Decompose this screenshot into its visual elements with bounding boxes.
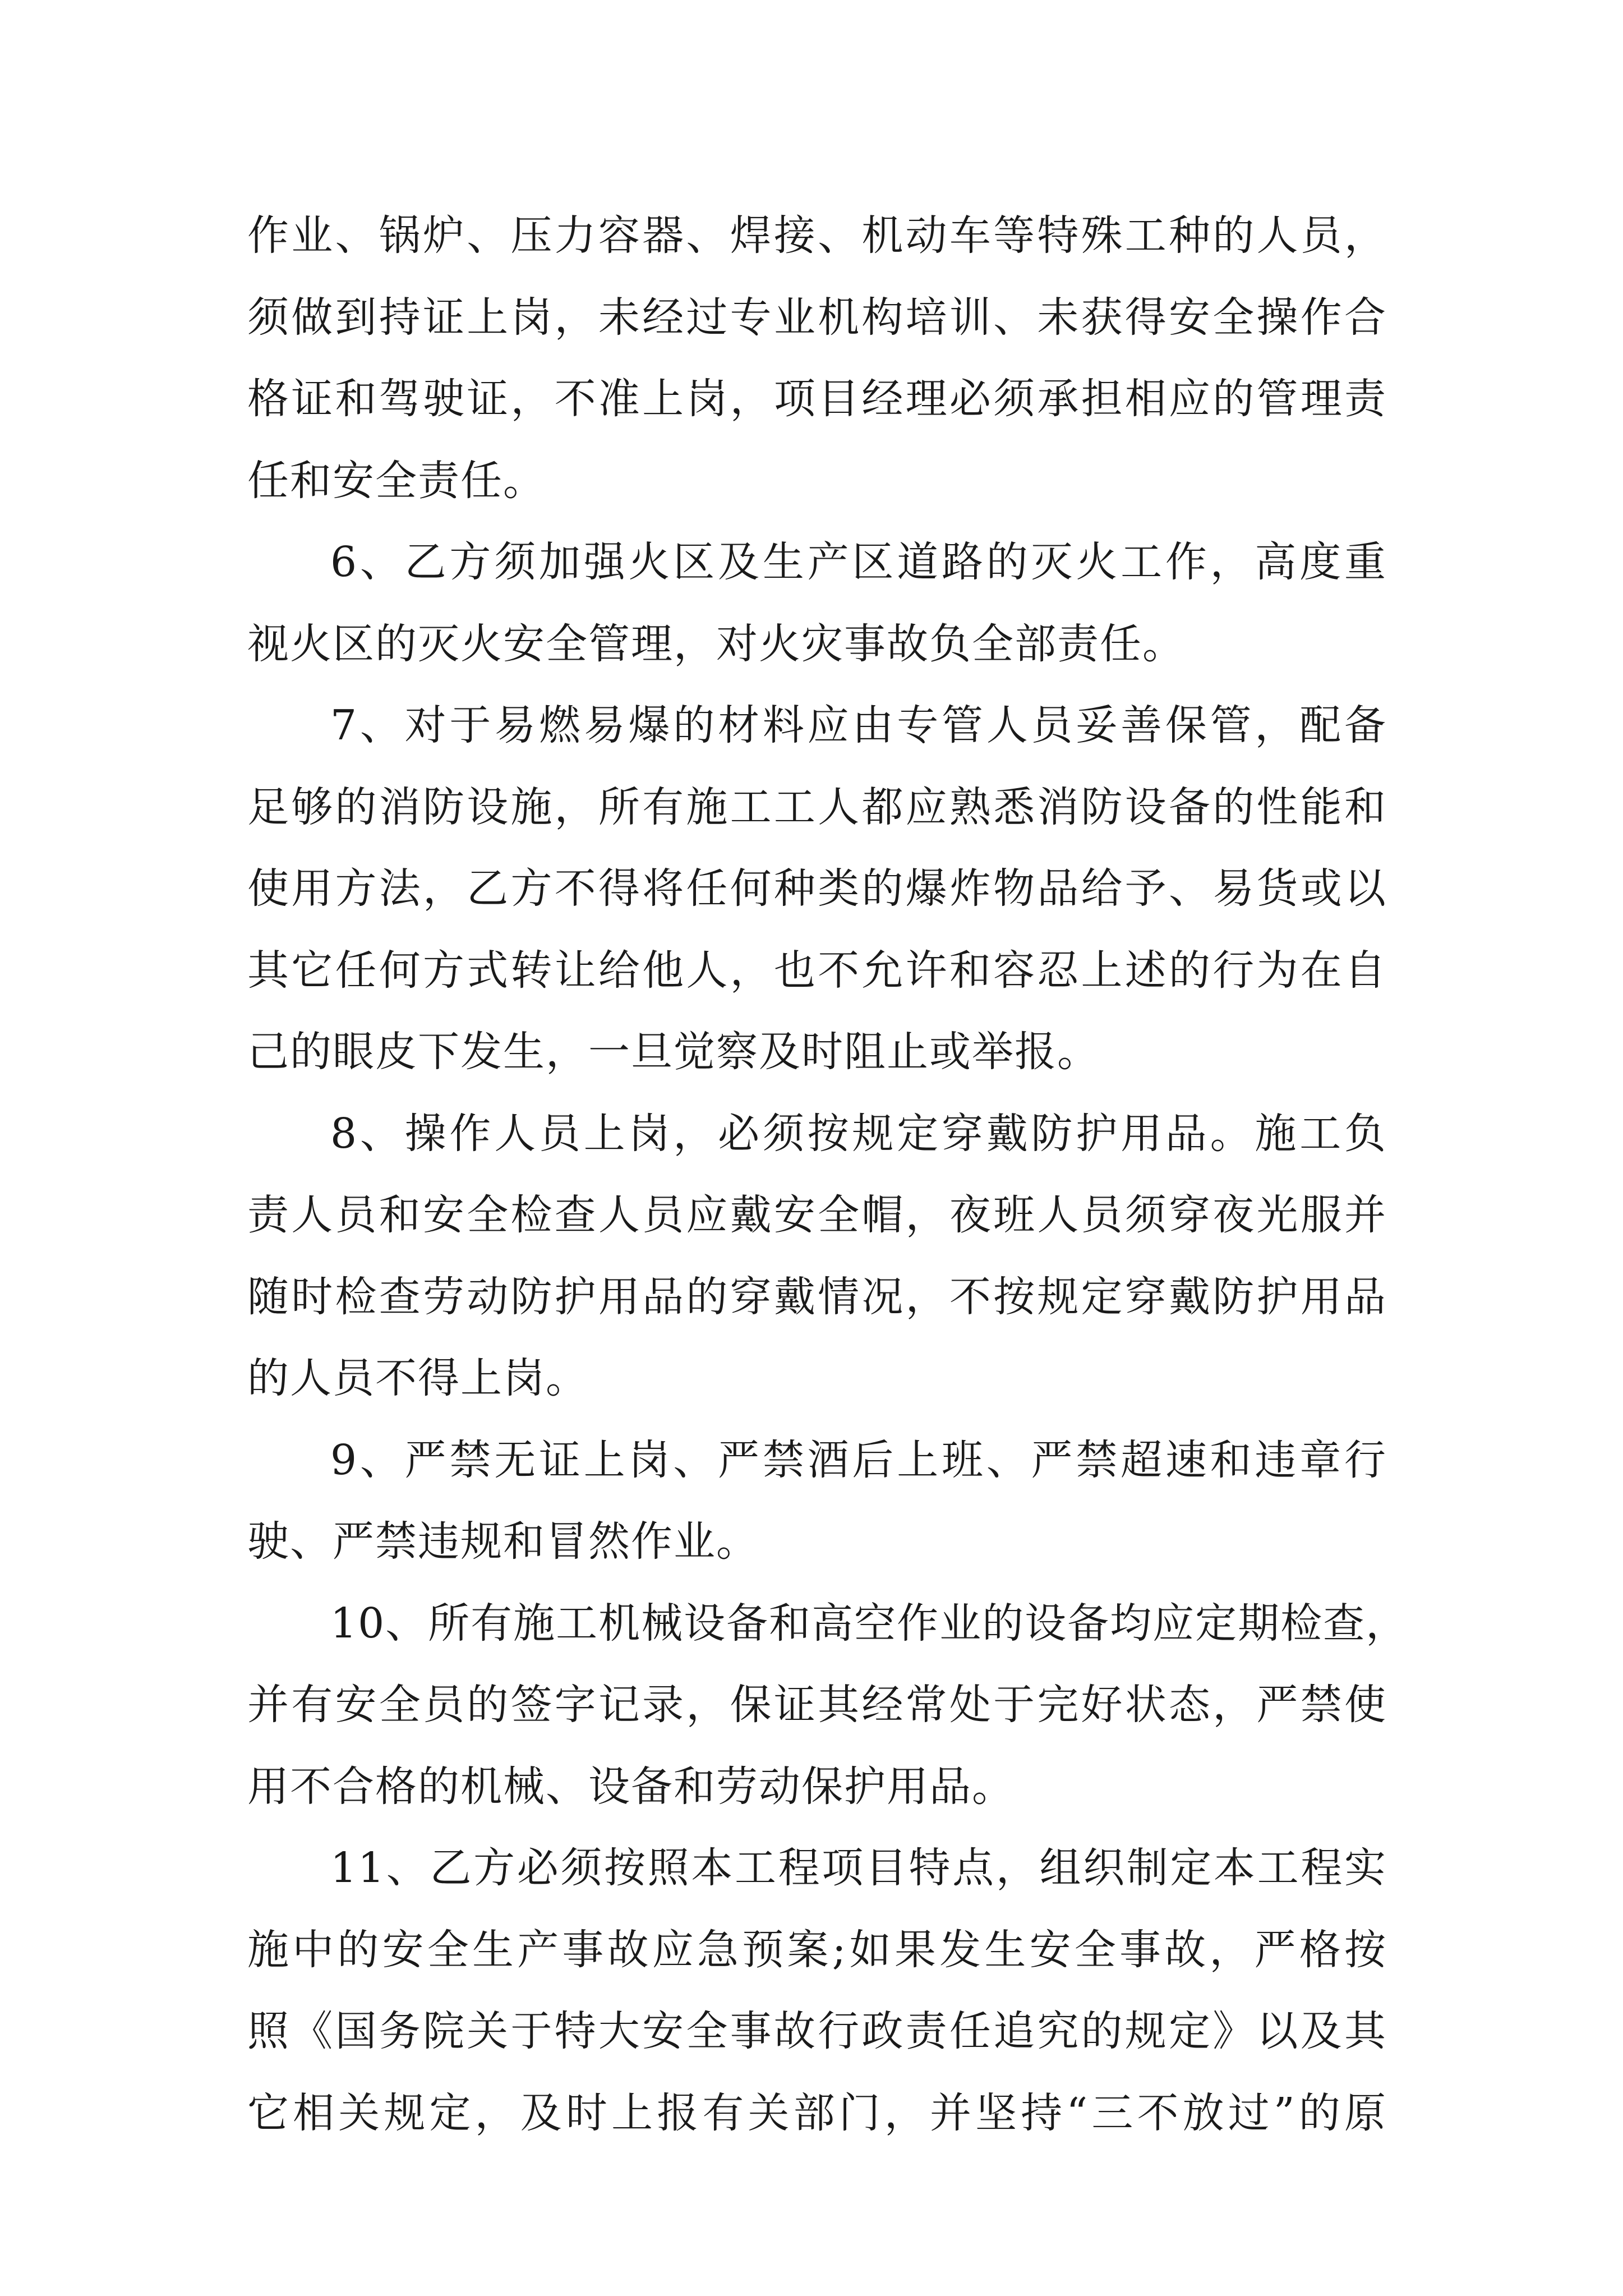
text-line: 作业、锅炉、压力容器、焊接、机动车等特殊工种的人员， (247, 211, 1387, 260)
body-text (247, 195, 1409, 2154)
text-line: 驶、严禁违规和冒然作业。 (247, 1517, 759, 1566)
text-line: 照《国务院关于特大安全事故行政责任追究的规定》以及其 (247, 2007, 1387, 2055)
paragraph-8-line: 8、操作人员上岗，必须按规定穿戴防护用品。施工负 (330, 1109, 1387, 1158)
paragraph-10-line: 10、所有施工机械设备和高空作业的设备均应定期检查， (330, 1599, 1409, 1648)
text-line: 随时检查劳动防护用品的穿戴情况，不按规定穿戴防护用品 (247, 1272, 1387, 1321)
text-line: 的人员不得上岗。 (247, 1354, 588, 1402)
paragraph-9-line: 9、严禁无证上岗、严禁酒后上班、严禁超速和违章行 (330, 1435, 1387, 1484)
text-line: 施中的安全生产事故应急预案;如果发生安全事故，严格按 (247, 1925, 1387, 1974)
text-line: 使用方法，乙方不得将任何种类的爆炸物品给予、易货或以 (247, 864, 1387, 913)
text-line: 须做到持证上岗，未经过专业机构培训、未获得安全操作合 (247, 293, 1387, 342)
text-line: 用不合格的机械、设备和劳动保护用品。 (247, 1762, 1015, 1811)
text-line: 责人员和安全检查人员应戴安全帽，夜班人员须穿夜光服并 (247, 1191, 1387, 1239)
paragraph-7-line: 7、对于易燃易爆的材料应由专管人员妥善保管，配备 (330, 701, 1387, 749)
text-line: 足够的消防设施，所有施工工人都应熟悉消防设备的性能和 (247, 783, 1387, 831)
text-line: 其它任何方式转让给他人，也不允许和容忍上述的行为在自 (247, 946, 1387, 995)
text-line: 它相关规定，及时上报有关部门，并坚持“三不放过”的原 (247, 2088, 1387, 2137)
text-line: 己的眼皮下发生，一旦觉察及时阻止或举报。 (247, 1028, 1100, 1076)
text-line: 视火区的灭火安全管理，对火灾事故负全部责任。 (247, 619, 1185, 668)
text-line: 并有安全员的签字记录，保证其经常处于完好状态，严禁使 (247, 1681, 1387, 1729)
paragraph-6-line: 6、乙方须加强火区及生产区道路的灭火工作，高度重 (330, 538, 1387, 586)
paragraph-11-line: 11、乙方必须按照本工程项目特点，组织制定本工程实 (330, 1844, 1387, 1892)
text-line: 任和安全责任。 (247, 456, 546, 505)
text-line: 格证和驾驶证，不准上岗，项目经理必须承担相应的管理责 (247, 375, 1387, 423)
